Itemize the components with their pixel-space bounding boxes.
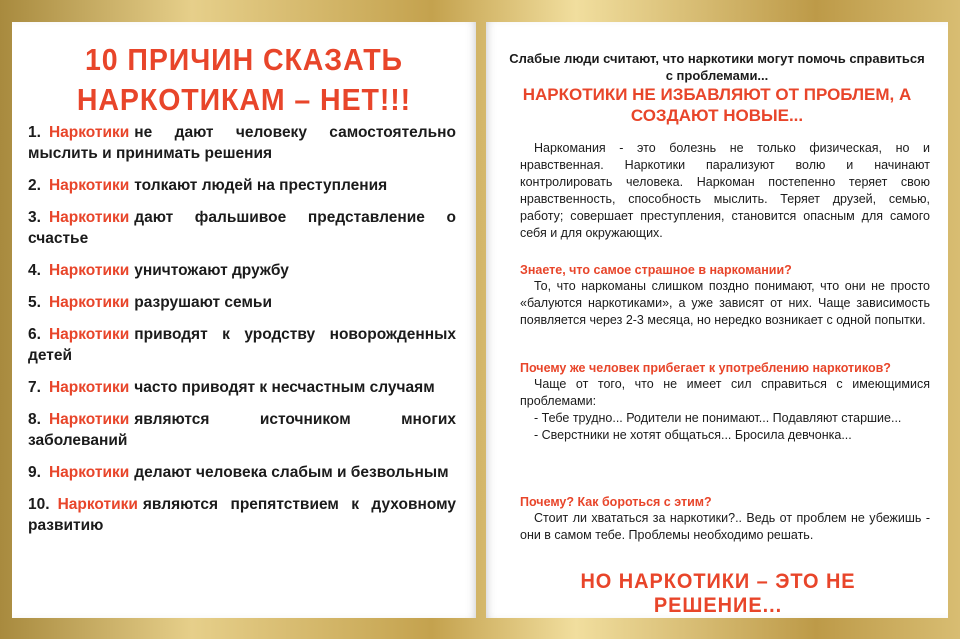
section-fight (520, 494, 930, 544)
reason-text: уничтожают дружбу (134, 262, 289, 279)
paragraph-text: Наркомания - это болезнь не только физическая, но и нравственная. Наркотики парализуют волю и начинают контролировать человека. Наркоман постепенно теряет свою нравственность, способность мыслить. Теряет друзей, семью, работу; совершает преступления, становится опасным для самого себя и для окружающих. (520, 141, 930, 240)
reason-number: 2. (28, 177, 41, 194)
reason-keyword: Наркотики (48, 411, 130, 428)
reason-item (28, 409, 456, 451)
left-page (12, 22, 476, 618)
reason-item (28, 207, 456, 249)
page-title (31, 40, 458, 120)
reason-item (28, 122, 456, 164)
reason-text: являются источником многих заболеваний (28, 411, 456, 449)
reason-item (28, 377, 456, 398)
reason-text: дают фальшивое представление о счастье (28, 209, 456, 247)
reason-item (28, 324, 456, 366)
reason-number: 3. (28, 209, 41, 226)
answer-text: Чаще от того, что не имеет сил справиться с имеющимися проблемами: (520, 377, 930, 408)
reason-text: являются препятствием к духовному развитию (28, 496, 456, 534)
reason-keyword: Наркотики (48, 464, 130, 481)
reason-text: приводят к уродству новорожденных детей (28, 326, 456, 364)
reason-text: не дают человеку самостоятельно мыслить и принимать решения (28, 124, 456, 162)
reason-item (28, 260, 456, 281)
question-heading: Знаете, что самое страшное в наркомании? (520, 263, 792, 277)
headline: НАРКОТИКИ НЕ ИЗБАВЛЯЮТ ОТ ПРОБЛЕМ, А СОЗДАЮТ НОВЫЕ... (522, 85, 912, 125)
section-worst (520, 262, 930, 329)
reason-keyword: Наркотики (48, 294, 130, 311)
title-line-1: 10 ПРИЧИН СКАЗАТЬ (85, 42, 403, 77)
reason-text: делают человека слабым и безвольным (134, 464, 449, 481)
reason-number: 1. (28, 124, 41, 141)
reason-item (28, 462, 456, 483)
section-why (520, 360, 930, 444)
reason-keyword: Наркотики (48, 177, 130, 194)
reasons-list (28, 122, 456, 547)
right-page (486, 22, 948, 618)
reason-keyword: Наркотики (48, 379, 130, 396)
reason-keyword: Наркотики (48, 209, 130, 226)
reason-number: 6. (28, 326, 41, 343)
reason-text: часто приводят к несчастным случаям (134, 379, 435, 396)
title-line-2: НАРКОТИКАМ – НЕТ!!! (76, 82, 412, 117)
reason-number: 8. (28, 411, 41, 428)
reason-number: 9. (28, 464, 41, 481)
question-heading: Почему? Как бороться с этим? (520, 495, 712, 509)
intro-text: Слабые люди считают, что наркотики могут помочь справиться с проблемами... (509, 51, 925, 83)
reason-text: разрушают семьи (134, 294, 272, 311)
answer-line: - Сверстники не хотят общаться... Бросила девчонка... (534, 428, 852, 442)
reason-text: толкают людей на преступления (134, 177, 388, 194)
reason-keyword: Наркотики (57, 496, 138, 513)
reason-number: 7. (28, 379, 41, 396)
reason-keyword: Наркотики (48, 326, 130, 343)
paragraph-addiction (520, 140, 930, 242)
reason-keyword: Наркотики (48, 124, 130, 141)
closing-slogan: НО НАРКОТИКИ – ЭТО НЕ РЕШЕНИЕ... (580, 570, 856, 617)
reason-number: 4. (28, 262, 41, 279)
answer-text: То, что наркоманы слишком поздно понимают, что они не просто «балуются наркотиками», а уже зависят от них. Чаще зависимость появляется через 2-3 месяца, но нередко возникает с одной попытки. (520, 279, 930, 327)
reason-number: 10. (28, 496, 50, 513)
answer-text: Стоит ли хвататься за наркотики?.. Ведь от проблем не убежишь - они в самом тебе. Проблемы необходимо решать. (520, 511, 930, 542)
reason-item (28, 494, 456, 536)
reason-item (28, 175, 456, 196)
reason-keyword: Наркотики (48, 262, 130, 279)
answer-line: - Тебе трудно... Родители не понимают... Подавляют старшие... (534, 411, 902, 425)
reason-item (28, 292, 456, 313)
reason-number: 5. (28, 294, 41, 311)
question-heading: Почему же человек прибегает к употреблению наркотиков? (520, 361, 891, 375)
